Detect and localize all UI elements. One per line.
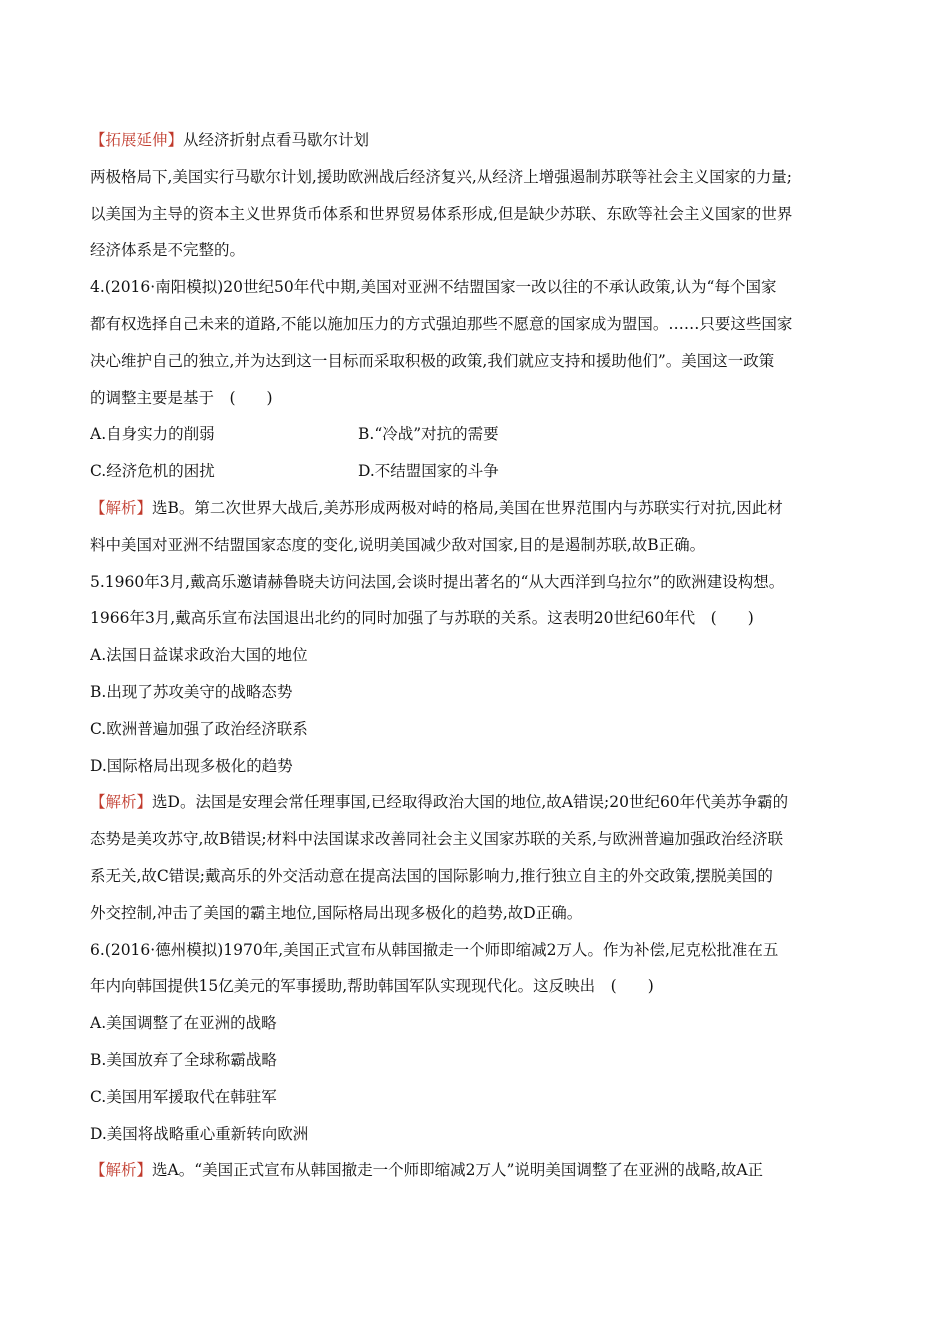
extension-line: 两极格局下,美国实行马歇尔计划,援助欧洲战后经济复兴,从经济上增强遏制苏联等社会主义国家的力量; (90, 167, 793, 186)
q4-option-b: B.“冷战”对抗的需要 (358, 425, 499, 444)
q4-stem-line: 决心维护自己的独立,并为达到这一目标而采取积极的政策,我们就应支持和援助他们”。美国这一政策 (90, 351, 775, 370)
q4-analysis-text: 选B。第二次世界大战后,美苏形成两极对峙的格局,美国在世界范围内与苏联实行对抗,因此材 (152, 498, 783, 517)
q4-option-a: A.自身实力的削弱 (90, 425, 215, 444)
q5-stem-line: 1966年3月,戴高乐宣布法国退出北约的同时加强了与苏联的关系。这表明20世纪60年代 ( ) (90, 609, 754, 628)
q5-option-c: C.欧洲普遍加强了政治经济联系 (90, 719, 308, 738)
q4-options-row-1 (90, 416, 864, 453)
q5-analysis-line: 系无关,故C错误;戴高乐的外交活动意在提高法国的国际影响力,推行独立自主的外交政策,摆脱美国的 (90, 866, 773, 885)
extension-heading (90, 122, 864, 159)
q5-option-b: B.出现了苏攻美守的战略态势 (90, 682, 293, 701)
q4-analysis-line: 料中美国对亚洲不结盟国家态度的变化,说明美国减少敌对国家,目的是遏制苏联,故B正确。 (90, 535, 706, 554)
q6-option-c: C.美国用军援取代在韩驻军 (90, 1087, 277, 1106)
q5-stem-line: 5.1960年3月,戴高乐邀请赫鲁晓夫访问法国,会谈时提出著名的“从大西洋到乌拉尔”的欧洲建设构想。 (90, 572, 785, 591)
q6-analysis (90, 1152, 864, 1189)
q6-analysis-tag: 【解析】 (90, 1161, 153, 1180)
q4-analysis (90, 490, 864, 527)
q6-option-b: B.美国放弃了全球称霸战略 (90, 1050, 277, 1069)
extension-tag: 【拓展延伸】 (90, 131, 184, 149)
q4-option-c: C.经济危机的困扰 (90, 462, 215, 481)
q4-options-row-2 (90, 453, 864, 490)
q4-stem-line: 4.(2016·南阳模拟)20世纪50年代中期,美国对亚洲不结盟国家一改以往的不承认政策,认为“每个国家 (90, 278, 777, 297)
q5-option-d: D.国际格局出现多极化的趋势 (90, 756, 293, 775)
q5-analysis-tag: 【解析】 (90, 793, 153, 812)
q4-stem-line: 的调整主要是基于 ( ) (90, 388, 273, 407)
q4-analysis-tag: 【解析】 (90, 498, 153, 517)
extension-title: 从经济折射点看马歇尔计划 (183, 131, 370, 149)
q6-analysis-text: 选A。“美国正式宣布从韩国撤走一个师即缩减2万人”说明美国调整了在亚洲的战略,故A正 (152, 1161, 764, 1180)
q5-option-a: A.法国日益谋求政治大国的地位 (90, 646, 308, 665)
extension-line: 以美国为主导的资本主义世界货币体系和世界贸易体系形成,但是缺少苏联、东欧等社会主义国家的世界 (90, 204, 793, 223)
q5-analysis-line: 外交控制,冲击了美国的霸主地位,国际格局出现多极化的趋势,故D正确。 (90, 903, 583, 922)
q6-option-d: D.美国将战略重心重新转向欧洲 (90, 1124, 309, 1143)
q4-stem-line: 都有权选择自己未来的道路,不能以施加压力的方式强迫那些不愿意的国家成为盟国。……只要这些国家 (90, 314, 793, 333)
q6-stem-line: 6.(2016·德州模拟)1970年,美国正式宣布从韩国撤走一个师即缩减2万人。作为补偿,尼克松批准在五 (90, 940, 779, 959)
q6-option-a: A.美国调整了在亚洲的战略 (90, 1014, 277, 1033)
q6-stem-line: 年内向韩国提供15亿美元的军事援助,帮助韩国军队实现现代化。这反映出 ( ) (90, 977, 654, 996)
q5-analysis (90, 784, 864, 821)
q5-analysis-text: 选D。法国是安理会常任理事国,已经取得政治大国的地位,故A错误;20世纪60年代美苏争霸的 (152, 793, 789, 812)
q4-option-d: D.不结盟国家的斗争 (358, 462, 499, 481)
q5-analysis-line: 态势是美攻苏守,故B错误;材料中法国谋求改善同社会主义国家苏联的关系,与欧洲普遍加强政治经济联 (90, 830, 783, 849)
extension-line: 经济体系是不完整的。 (90, 241, 246, 260)
